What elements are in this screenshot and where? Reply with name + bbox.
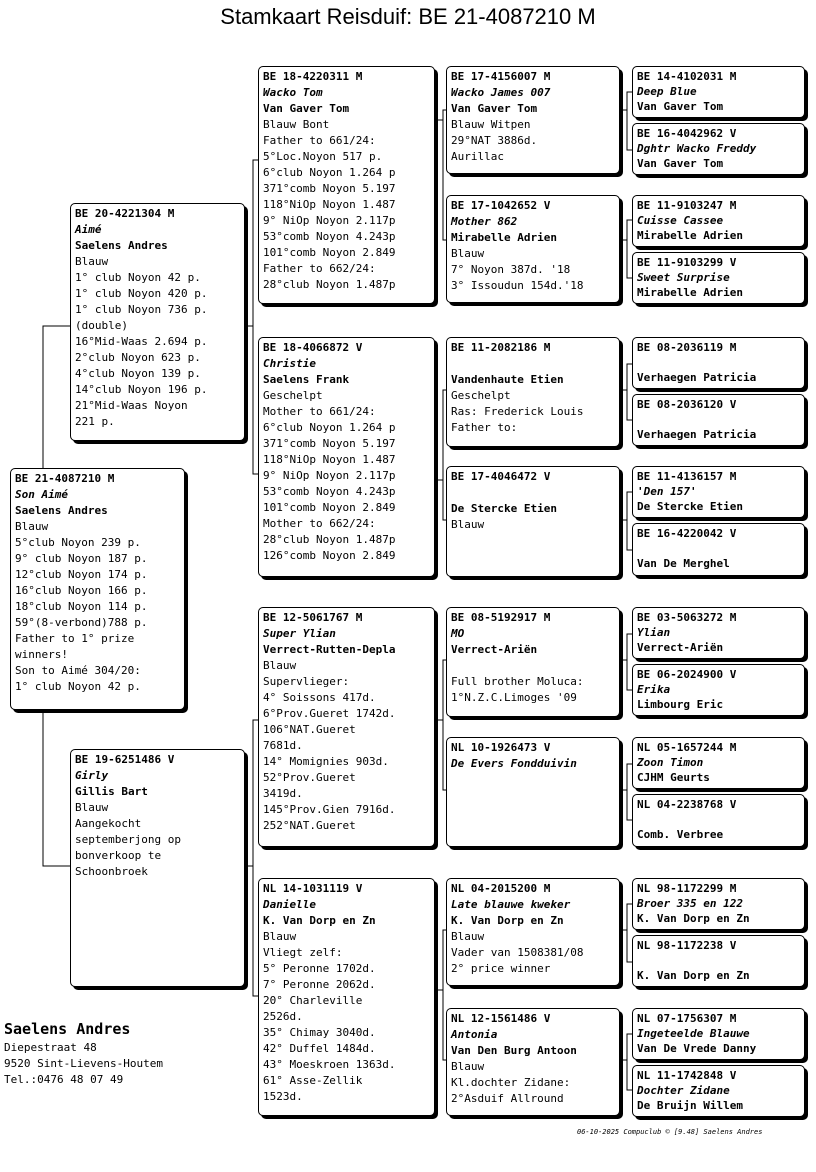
- ring-number: BE 18-4220311 M: [263, 70, 363, 83]
- ring-number: BE 17-4046472 V: [451, 470, 551, 483]
- info-line: Father to 662/24:: [263, 262, 376, 275]
- ring-number: NL 04-2015200 M: [451, 882, 551, 895]
- breeder-name: K. Van Dorp en Zn: [637, 912, 750, 925]
- pedigree-card-g11[interactable]: [632, 737, 805, 789]
- breeder-name: De Stercke Etien: [637, 500, 743, 513]
- owner-city: 9520 Sint-Lievens-Houtem: [4, 1057, 163, 1070]
- pedigree-card-ffm[interactable]: [446, 195, 620, 303]
- info-line: Blauw: [75, 801, 109, 814]
- breeder-name: Limbourg Eric: [637, 698, 724, 711]
- ring-number: BE 14-4102031 M: [637, 70, 737, 83]
- breeder-name: Van Gaver Tom: [263, 102, 350, 115]
- pedigree-card-mff[interactable]: [446, 607, 620, 717]
- pigeon-name: Broer 335 en 122: [637, 897, 743, 910]
- info-line: 2° price winner: [451, 962, 551, 975]
- info-line: Supervlieger:: [263, 675, 350, 688]
- ring-number: BE 11-4136157 M: [637, 470, 737, 483]
- breeder-name: Verrect-Rutten-Depla: [263, 643, 396, 656]
- pigeon-name: Dochter Zidane: [637, 1084, 730, 1097]
- info-line: 371°comb Noyon 5.197: [263, 182, 396, 195]
- info-line: 221 p.: [75, 415, 115, 428]
- pedigree-card-father-mother[interactable]: [258, 337, 435, 577]
- ring-number: BE 16-4220042 V: [637, 527, 737, 540]
- pigeon-name: Danielle: [263, 898, 316, 911]
- ring-number: BE 17-4156007 M: [451, 70, 551, 83]
- breeder-name: Van Gaver Tom: [451, 102, 538, 115]
- pedigree-card-g12[interactable]: [632, 794, 805, 847]
- info-line: Father to 661/24:: [263, 134, 376, 147]
- info-line: 18°club Noyon 114 p.: [15, 600, 148, 613]
- info-line: Vliegt zelf:: [263, 946, 343, 959]
- ring-number: BE 03-5063272 M: [637, 611, 737, 624]
- info-line: 9° NiOp Noyon 2.117p: [263, 214, 396, 227]
- ring-number: BE 17-1042652 V: [451, 199, 551, 212]
- pedigree-card-fmf[interactable]: [446, 337, 620, 447]
- info-line: 7° Noyon 387d. '18: [451, 263, 571, 276]
- pigeon-name: [451, 485, 615, 501]
- info-line: Geschelpt: [451, 389, 511, 402]
- info-line: 53°comb Noyon 4.243p: [263, 485, 396, 498]
- breeder-name: Van Gaver Tom: [637, 157, 724, 170]
- breeder-name: Verrect-Ariën: [451, 643, 538, 656]
- breeder-name: De Bruijn Willem: [637, 1099, 743, 1112]
- info-line: 101°comb Noyon 2.849: [263, 501, 396, 514]
- pedigree-card-g3[interactable]: [632, 195, 805, 247]
- info-line: Mother to 662/24:: [263, 517, 376, 530]
- pigeon-name: Son Aimé: [15, 488, 68, 501]
- info-line: Blauw: [75, 255, 109, 268]
- pedigree-card-father[interactable]: [70, 203, 245, 441]
- info-line: 106°NAT.Gueret: [263, 723, 356, 736]
- breeder-name: Verhaegen Patricia: [637, 371, 757, 384]
- pigeon-name: Ingeteelde Blauwe: [637, 1027, 750, 1040]
- info-line: septemberjong op: [75, 833, 181, 846]
- pedigree-card-mmf[interactable]: [446, 878, 620, 986]
- pigeon-name: Deep Blue: [637, 85, 697, 98]
- info-line: Schoonbroek: [75, 865, 148, 878]
- info-line: 145°Prov.Gien 7916d.: [263, 803, 396, 816]
- pedigree-card-subject[interactable]: [10, 468, 185, 710]
- info-line: 52°Prov.Gueret: [263, 771, 356, 784]
- ring-number: NL 98-1172299 M: [637, 882, 737, 895]
- breeder-name: Gillis Bart: [75, 785, 148, 798]
- pigeon-name: Wacko James 007: [451, 86, 551, 99]
- ring-number: BE 19-6251486 V: [75, 753, 175, 766]
- pedigree-card-g6[interactable]: [632, 394, 805, 446]
- ring-number: BE 20-4221304 M: [75, 207, 175, 220]
- info-line: 4° Soissons 417d.: [263, 691, 376, 704]
- pigeon-name: Aimé: [75, 223, 102, 236]
- pedigree-card-mfm[interactable]: [446, 737, 620, 847]
- info-line: Blauw Bont: [263, 118, 330, 131]
- pedigree-card-g7[interactable]: [632, 466, 805, 518]
- info-line: 6°club Noyon 1.264 p: [263, 421, 396, 434]
- info-line: 118°NiOp Noyon 1.487: [263, 453, 396, 466]
- pedigree-card-g2[interactable]: [632, 123, 805, 175]
- pigeon-name: Wacko Tom: [263, 86, 323, 99]
- ring-number: NL 05-1657244 M: [637, 741, 737, 754]
- info-line: 21°Mid-Waas Noyon: [75, 399, 188, 412]
- pigeon-name: Super Ylian: [263, 627, 336, 640]
- pedigree-card-mmm[interactable]: [446, 1008, 620, 1116]
- pigeon-name: Christie: [263, 357, 316, 370]
- pigeon-name: Erika: [637, 683, 671, 696]
- info-line: 14°club Noyon 196 p.: [75, 383, 208, 396]
- breeder-name: [451, 772, 615, 788]
- ring-number: BE 16-4042962 V: [637, 127, 737, 140]
- info-line: 7° Peronne 2062d.: [263, 978, 376, 991]
- info-line: (double): [75, 319, 128, 332]
- info-line: bonverkoop te: [75, 849, 162, 862]
- info-line: 101°comb Noyon 2.849: [263, 246, 396, 259]
- ring-number: NL 10-1926473 V: [451, 741, 551, 754]
- info-line: 1523d.: [263, 1090, 303, 1103]
- pigeon-name: [637, 355, 800, 370]
- pigeon-name: MO: [451, 627, 465, 640]
- info-line: Blauw Witpen: [451, 118, 531, 131]
- info-line: 53°comb Noyon 4.243p: [263, 230, 396, 243]
- info-line: Blauw: [263, 659, 297, 672]
- info-line: 1° club Noyon 736 p.: [75, 303, 208, 316]
- ring-number: NL 14-1031119 V: [263, 882, 363, 895]
- info-line: Kl.dochter Zidane:: [451, 1076, 571, 1089]
- page-title: Stamkaart Reisduif: BE 21-4087210 M: [220, 4, 596, 29]
- info-line: 252°NAT.Gueret: [263, 819, 356, 832]
- pigeon-name: 'Den 157': [637, 485, 697, 498]
- pedigree-card-father-father[interactable]: [258, 66, 435, 304]
- ring-number: BE 11-9103299 V: [637, 256, 737, 269]
- info-line: 61° Asse-Zellik: [263, 1074, 363, 1087]
- info-line: Vader van 1508381/08: [451, 946, 584, 959]
- info-line: [451, 658, 615, 674]
- ring-number: NL 11-1742848 V: [637, 1069, 737, 1082]
- ring-number: NL 07-1756307 M: [637, 1012, 737, 1025]
- info-line: Blauw: [263, 930, 297, 943]
- ring-number: BE 18-4066872 V: [263, 341, 363, 354]
- info-line: 28°club Noyon 1.487p: [263, 533, 396, 546]
- breeder-name: De Stercke Etien: [451, 502, 557, 515]
- pigeon-name: Sweet Surprise: [637, 271, 730, 284]
- breeder-name: K. Van Dorp en Zn: [263, 914, 376, 927]
- pedigree-card-mother[interactable]: [70, 749, 245, 987]
- info-line: 7681d.: [263, 739, 303, 752]
- info-line: 371°comb Noyon 5.197: [263, 437, 396, 450]
- info-line: 29°NAT 3886d.: [451, 134, 538, 147]
- pigeon-name: Dghtr Wacko Freddy: [637, 142, 757, 155]
- info-line: Blauw: [451, 1060, 485, 1073]
- ring-number: BE 08-5192917 M: [451, 611, 551, 624]
- info-line: Blauw: [451, 518, 485, 531]
- info-line: 3419d.: [263, 787, 303, 800]
- info-line: 14° Momignies 903d.: [263, 755, 389, 768]
- info-line: Son to Aimé 304/20:: [15, 664, 141, 677]
- pedigree-card-g9[interactable]: [632, 607, 805, 659]
- breeder-name: Van Gaver Tom: [637, 100, 724, 113]
- info-line: 6°Prov.Gueret 1742d.: [263, 707, 396, 720]
- info-line: 1°N.Z.C.Limoges '09: [451, 691, 577, 704]
- info-line: 28°club Noyon 1.487p: [263, 278, 396, 291]
- info-line: 5°club Noyon 239 p.: [15, 536, 141, 549]
- ring-number: NL 98-1172238 V: [637, 939, 737, 952]
- pigeon-name: [637, 541, 800, 556]
- info-line: 6°club Noyon 1.264 p: [263, 166, 396, 179]
- pigeon-name: Girly: [75, 769, 109, 782]
- pedigree-card-g15[interactable]: [632, 1008, 805, 1060]
- info-line: 2°Asduif Allround: [451, 1092, 564, 1105]
- info-line: 118°NiOp Noyon 1.487: [263, 198, 396, 211]
- info-line: 5° Peronne 1702d.: [263, 962, 376, 975]
- pigeon-name: [637, 412, 800, 427]
- ring-number: NL 04-2238768 V: [637, 798, 737, 811]
- pedigree-card-g13[interactable]: [632, 878, 805, 930]
- pedigree-card-g8[interactable]: [632, 523, 805, 576]
- breeder-name: Mirabelle Adrien: [637, 229, 743, 242]
- info-line: 1° club Noyon 420 p.: [75, 287, 208, 300]
- breeder-name: Saelens Andres: [75, 239, 168, 252]
- pigeon-name: Ylian: [637, 626, 671, 639]
- pigeon-name: [637, 812, 800, 827]
- info-line: Blauw: [451, 930, 485, 943]
- breeder-name: Vandenhaute Etien: [451, 373, 564, 386]
- ring-number: BE 11-9103247 M: [637, 199, 737, 212]
- pigeon-name: Mother 862: [451, 215, 518, 228]
- info-line: 1° club Noyon 42 p.: [15, 680, 141, 693]
- ring-number: BE 21-4087210 M: [15, 472, 115, 485]
- breeder-name: Van De Vrede Danny: [637, 1042, 757, 1055]
- pedigree-card-mother-mother[interactable]: [258, 878, 435, 1116]
- info-line: Father to 1° prize: [15, 632, 135, 645]
- info-line: 1° club Noyon 42 p.: [75, 271, 201, 284]
- pigeon-name: [451, 356, 615, 372]
- info-line: 16°club Noyon 166 p.: [15, 584, 148, 597]
- info-line: Ras: Frederick Louis: [451, 405, 584, 418]
- info-line: 20° Charleville: [263, 994, 363, 1007]
- ring-number: BE 11-2082186 M: [451, 341, 551, 354]
- info-line: 9° NiOp Noyon 2.117p: [263, 469, 396, 482]
- ring-number: BE 08-2036119 M: [637, 341, 737, 354]
- breeder-name: Mirabelle Adrien: [637, 286, 743, 299]
- pedigree-card-g4[interactable]: [632, 252, 805, 304]
- pigeon-name: De Evers Fondduivin: [451, 757, 577, 770]
- pigeon-name: Zoon Timon: [637, 756, 704, 769]
- info-line: 16°Mid-Waas 2.694 p.: [75, 335, 208, 348]
- info-line: Aangekocht: [75, 817, 142, 830]
- info-line: Full brother Moluca:: [451, 675, 584, 688]
- owner-address: Diepestraat 48: [4, 1041, 97, 1054]
- pedigree-card-mother-father[interactable]: [258, 607, 435, 847]
- info-line: Father to:: [451, 421, 518, 434]
- info-line: 59°(8-verbond)788 p.: [15, 616, 148, 629]
- breeder-name: Verhaegen Patricia: [637, 428, 757, 441]
- breeder-name: Van Den Burg Antoon: [451, 1044, 577, 1057]
- breeder-name: Comb. Verbree: [637, 828, 724, 841]
- info-line: 12°club Noyon 174 p.: [15, 568, 148, 581]
- breeder-name: Van De Merghel: [637, 557, 730, 570]
- owner-name: Saelens Andres: [4, 1020, 131, 1038]
- info-line: 2°club Noyon 623 p.: [75, 351, 201, 364]
- ring-number: BE 08-2036120 V: [637, 398, 737, 411]
- pigeon-name: Cuisse Cassee: [637, 214, 724, 227]
- pedigree-card-fmm[interactable]: [446, 466, 620, 577]
- ring-number: BE 12-5061767 M: [263, 611, 363, 624]
- info-line: 5°Loc.Noyon 517 p.: [263, 150, 383, 163]
- pedigree-card-g14[interactable]: [632, 935, 805, 987]
- breeder-name: K. Van Dorp en Zn: [451, 914, 564, 927]
- info-line: Aurillac: [451, 150, 504, 163]
- info-line: 43° Moeskroen 1363d.: [263, 1058, 396, 1071]
- pedigree-card-fff[interactable]: [446, 66, 620, 174]
- owner-phone: Tel.:0476 48 07 49: [4, 1073, 124, 1086]
- info-line: 9° club Noyon 187 p.: [15, 552, 148, 565]
- pedigree-card-g16[interactable]: [632, 1065, 805, 1117]
- pedigree-card-g10[interactable]: [632, 664, 805, 716]
- info-line: 126°comb Noyon 2.849: [263, 549, 396, 562]
- pigeon-name: Late blauwe kweker: [451, 898, 571, 911]
- breeder-name: CJHM Geurts: [637, 771, 710, 784]
- breeder-name: Mirabelle Adrien: [451, 231, 557, 244]
- print-footer: 06-10-2025 Compuclub © [9.48] Saelens Andres: [577, 1128, 763, 1136]
- owner-info: [4, 1018, 163, 1088]
- breeder-name: Verrect-Ariën: [637, 641, 724, 654]
- info-line: Geschelpt: [263, 389, 323, 402]
- info-line: 4°club Noyon 139 p.: [75, 367, 201, 380]
- info-line: 35° Chimay 3040d.: [263, 1026, 376, 1039]
- info-line: Blauw: [15, 520, 49, 533]
- ring-number: BE 06-2024900 V: [637, 668, 737, 681]
- breeder-name: Saelens Andres: [15, 504, 108, 517]
- info-line: 2526d.: [263, 1010, 303, 1023]
- info-line: Blauw: [451, 247, 485, 260]
- pedigree-card-g1[interactable]: [632, 66, 805, 118]
- info-line: 3° Issoudun 154d.'18: [451, 279, 584, 292]
- pigeon-name: [637, 953, 800, 968]
- info-line: winners!: [15, 648, 68, 661]
- breeder-name: Saelens Frank: [263, 373, 350, 386]
- breeder-name: K. Van Dorp en Zn: [637, 969, 750, 982]
- info-line: 42° Duffel 1484d.: [263, 1042, 376, 1055]
- info-line: Mother to 661/24:: [263, 405, 376, 418]
- pigeon-name: Antonia: [451, 1028, 498, 1041]
- ring-number: NL 12-1561486 V: [451, 1012, 551, 1025]
- pedigree-card-g5[interactable]: [632, 337, 805, 389]
